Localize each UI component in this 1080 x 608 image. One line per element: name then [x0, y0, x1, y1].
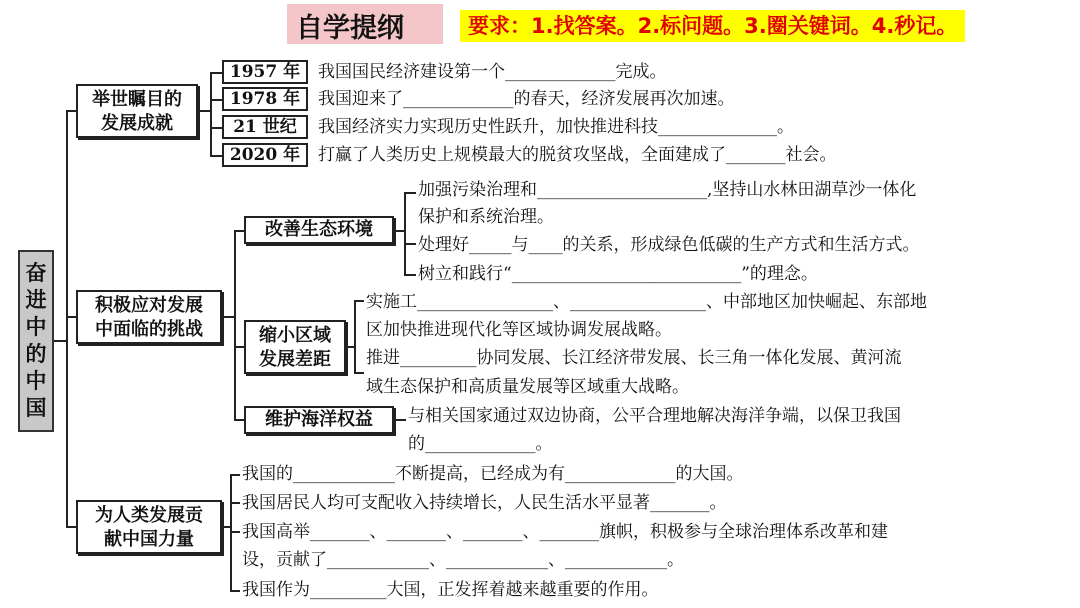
fill-in-line: 树立和践行“___________________________”的理念。 [418, 264, 818, 284]
connector [222, 316, 234, 318]
root-label-char: 中 [25, 369, 47, 393]
fill-in-line: 与相关国家通过双边协商，公平合理地解决海洋争端，以保卫我国 [408, 406, 901, 426]
root-label-char: 中 [25, 315, 47, 339]
branch-title-line: 积极应对发展 [95, 295, 203, 316]
connector [66, 316, 76, 318]
fill-in-line: 我国经济实力实现历史性跃升，加快推进科技______________。 [318, 117, 794, 137]
connector [66, 526, 76, 528]
page-title: 自学提纲 [296, 13, 404, 44]
connector [234, 419, 244, 421]
connector [66, 110, 76, 112]
year-2020: 2020 年 [222, 143, 308, 167]
connector [230, 531, 240, 533]
branch-contribution [76, 500, 222, 554]
connector [198, 110, 210, 112]
connector [394, 419, 406, 421]
connector [210, 155, 222, 157]
sub-maritime-rights: 维护海洋权益 [244, 406, 394, 434]
connector [210, 72, 222, 74]
connector [230, 474, 240, 476]
branch-title-line: 中面临的挑战 [95, 319, 203, 340]
fill-in-line: 打赢了人类历史上规模最大的脱贫攻坚战，全面建成了_______社会。 [318, 145, 837, 165]
branch-challenges [76, 290, 222, 344]
root-label-char: 国 [25, 396, 47, 420]
connector [234, 230, 244, 232]
root-label-box [18, 250, 54, 432]
connector [210, 99, 222, 101]
fill-in-line: 我国居民人均可支配收入持续增长，人民生活水平显著_______。 [242, 493, 727, 513]
connector [404, 274, 416, 276]
branch-title-line: 为人类发展贡 [95, 505, 203, 526]
fill-in-line: 推进_________协同发展、长江经济带发展、长三角一体化发展、黄河流 [366, 348, 902, 368]
connector [346, 346, 354, 348]
connector [354, 300, 356, 374]
connector [234, 230, 236, 420]
fill-in-line: 区加快推进现代化等区域协调发展战略。 [366, 320, 672, 340]
requirement-banner: 要求：1.找答案。2.标问题。3.圈关键词。4.秒记。 [460, 10, 965, 42]
connector [66, 110, 68, 528]
connector [210, 127, 222, 129]
branch-achievements [76, 84, 198, 138]
fill-in-line: 我国作为_________大国，正发挥着越来越重要的作用。 [242, 580, 659, 600]
fill-in-line: 我国高举_______、_______、_______、_______旗帜，积极参与全球治理体系改革和建 [242, 522, 888, 542]
connector [234, 346, 244, 348]
connector [404, 243, 416, 245]
branch-title-line: 举世瞩目的 [92, 89, 182, 110]
year-21st-century: 21 世纪 [222, 115, 308, 139]
sub-regional-gap [244, 320, 346, 374]
fill-in-line: 域生态保护和高质量发展等区域重大战略。 [366, 377, 689, 397]
connector [354, 372, 364, 374]
connector [222, 526, 230, 528]
sub-label-line: 缩小区域 [259, 325, 331, 346]
connector [404, 192, 416, 194]
fill-in-line: 加强污染治理和____________________,坚持山水林田湖草沙一体化 [418, 180, 917, 200]
sub-label-line: 发展差距 [259, 349, 331, 370]
fill-in-line: 的_____________。 [408, 434, 553, 454]
year-1957: 1957 年 [222, 60, 308, 84]
connector [394, 230, 404, 232]
year-1978: 1978 年 [222, 87, 308, 111]
fill-in-line: 处理好_____与____的关系，形成绿色低碳的生产方式和生活方式。 [418, 235, 920, 255]
root-label-char: 进 [25, 288, 47, 312]
connector [54, 340, 66, 342]
branch-title-line: 献中国力量 [104, 529, 194, 550]
fill-in-line: 保护和系统治理。 [418, 207, 554, 227]
connector [230, 590, 240, 592]
fill-in-line: 我国国民经济建设第一个_____________完成。 [318, 62, 667, 82]
sub-ecology: 改善生态环境 [244, 216, 394, 244]
fill-in-line: 设，贡献了____________、____________、____________。 [242, 550, 684, 570]
connector [404, 192, 406, 276]
branch-title-line: 发展成就 [101, 113, 173, 134]
root-label-char: 的 [25, 342, 47, 366]
connector [210, 72, 212, 156]
root-label-char: 奋 [25, 261, 47, 285]
connector [230, 502, 240, 504]
fill-in-line: 我国的____________不断提高，已经成为有_____________的大国。 [242, 464, 744, 484]
connector [230, 474, 232, 592]
fill-in-line: 我国迎来了_____________的春天，经济发展再次加速。 [318, 89, 735, 109]
fill-in-line: 实施工________________、________________、中部地区加快崛起、东部地 [366, 292, 927, 312]
connector [354, 300, 364, 302]
